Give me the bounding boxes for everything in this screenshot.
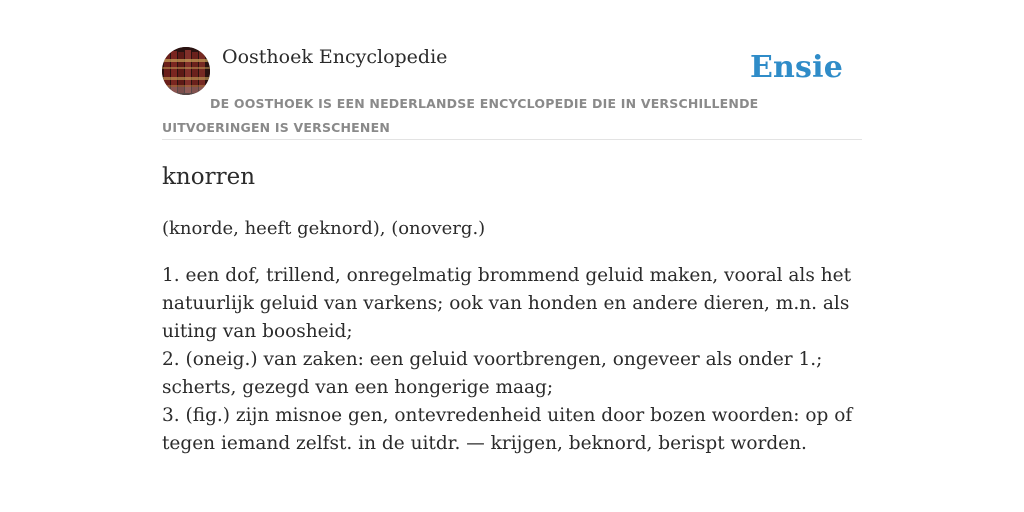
- entry-grammar: (knorde, heeft geknord), (onoverg.): [162, 218, 486, 239]
- encyclopedia-books-icon: [162, 47, 210, 95]
- brand-logo[interactable]: Ensie: [749, 50, 843, 85]
- source-description: DE OOSTHOEK IS EEN NEDERLANDSE ENCYCLOPEDIE DIE IN VERSCHILLENDE UITVOERINGEN IS VERSCHENEN: [162, 96, 759, 135]
- source-avatar[interactable]: [162, 47, 210, 95]
- entry-definitions: [162, 262, 862, 458]
- entry-card: [162, 42, 862, 454]
- source-title[interactable]: Oosthoek Encyclopedie: [222, 46, 448, 68]
- definition-item: 2. (oneig.) van zaken: een geluid voortbrengen, ongeveer als onder 1.; scherts, gezegd van een hongerige maag;: [162, 349, 823, 398]
- definition-item: 1. een dof, trillend, onregelmatig brommend geluid maken, vooral als het natuurlijk geluid van varkens; ook van honden en andere dieren, m.n. als uiting van boosheid;: [162, 265, 852, 342]
- entry-headword: knorren: [162, 164, 256, 190]
- source-header: [162, 42, 862, 140]
- definition-item: 3. (fig.) zijn misnoe gen, ontevredenheid uiten door bozen woorden: op of tegen iemand zelfst. in de uitdr. — krijgen, beknord, berispt worden.: [162, 405, 853, 454]
